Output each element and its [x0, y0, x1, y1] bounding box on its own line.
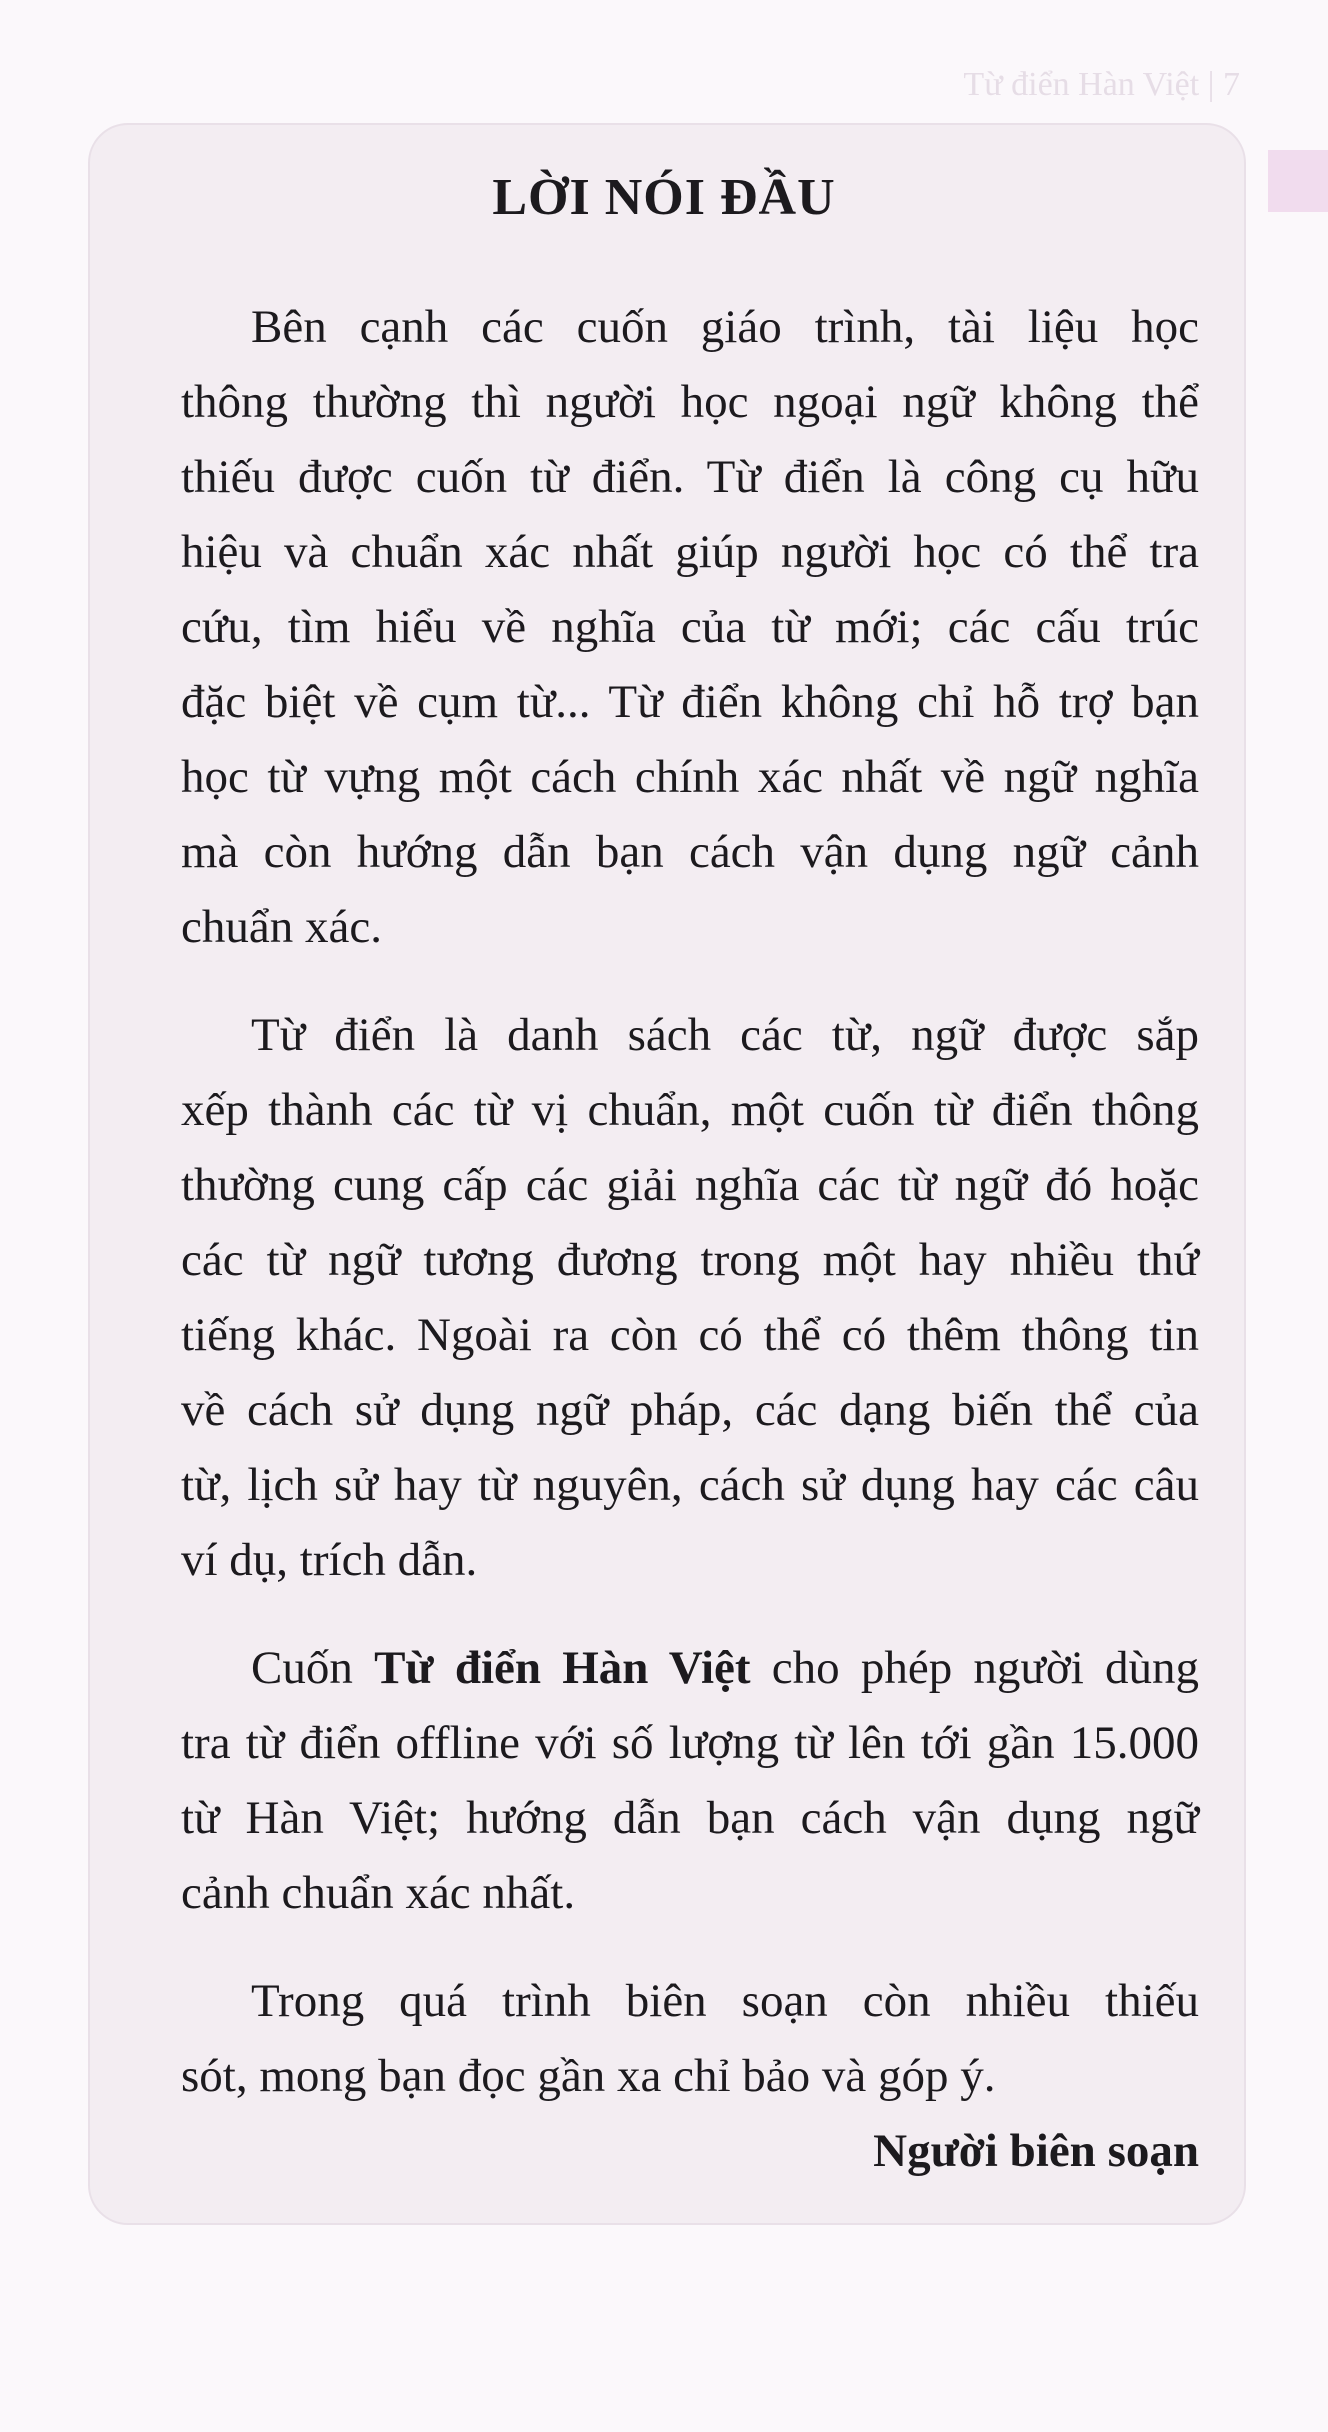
text-line: thiếu được cuốn từ điển. Từ điển là công cụ hữu [181, 451, 1199, 503]
text-line [181, 1631, 1199, 1706]
text-line: Bên cạnh các cuốn giáo trình, tài liệu học [251, 301, 1199, 353]
page-title: LỜI NÓI ĐẦU [492, 169, 836, 226]
text-line: Trong quá trình biên soạn còn nhiều thiếu [251, 1975, 1199, 2027]
text-span: Cuốn [251, 1642, 375, 1694]
text-line: xếp thành các từ vị chuẩn, một cuốn từ điển thông [181, 1084, 1199, 1136]
text-line: học từ vựng một cách chính xác nhất về ngữ nghĩa [181, 751, 1199, 803]
text-span: cho phép người dùng [750, 1642, 1199, 1694]
preface-body [181, 290, 1199, 2189]
paragraph-2 [181, 998, 1199, 1598]
text-line: từ, lịch sử hay từ nguyên, cách sử dụng hay các câu [181, 1459, 1199, 1511]
text-line: hiệu và chuẩn xác nhất giúp người học có thể tra [181, 526, 1199, 578]
text-line: cảnh chuẩn xác nhất. [181, 1867, 576, 1919]
text-line: ví dụ, trích dẫn. [181, 1534, 478, 1586]
paragraph-1 [181, 290, 1199, 965]
paragraph-4 [181, 1964, 1199, 2114]
text-line: Từ điển là danh sách các từ, ngữ được sắp [251, 1009, 1199, 1061]
text-line: tra từ điển offline với số lượng từ lên tới gần 15.000 [181, 1717, 1199, 1769]
text-line: sót, mong bạn đọc gần xa chỉ bảo và góp ý. [181, 2050, 996, 2102]
book-title: Từ điển Hàn Việt [374, 1642, 751, 1694]
text-line: các từ ngữ tương đương trong một hay nhiều thứ [181, 1234, 1199, 1286]
text-line: thường cung cấp các giải nghĩa các từ ngữ đó hoặc [181, 1159, 1199, 1211]
text-line: mà còn hướng dẫn bạn cách vận dụng ngữ cảnh [181, 826, 1199, 878]
text-line: đặc biệt về cụm từ... Từ điển không chỉ hỗ trợ bạn [181, 676, 1199, 728]
text-line: từ Hàn Việt; hướng dẫn bạn cách vận dụng ngữ [181, 1792, 1199, 1844]
text-line: thông thường thì người học ngoại ngữ không thể [181, 376, 1199, 428]
text-line: chuẩn xác. [181, 901, 382, 953]
author-signature: Người biên soạn [873, 2125, 1199, 2177]
text-line: về cách sử dụng ngữ pháp, các dạng biến thể của [181, 1384, 1199, 1436]
running-head: Từ điển Hàn Việt | 7 [963, 66, 1240, 103]
paragraph-3 [181, 1631, 1199, 1931]
text-line: cứu, tìm hiểu về nghĩa của từ mới; các cấu trúc [181, 601, 1199, 653]
text-line: tiếng khác. Ngoài ra còn có thể có thêm thông tin [181, 1309, 1199, 1361]
